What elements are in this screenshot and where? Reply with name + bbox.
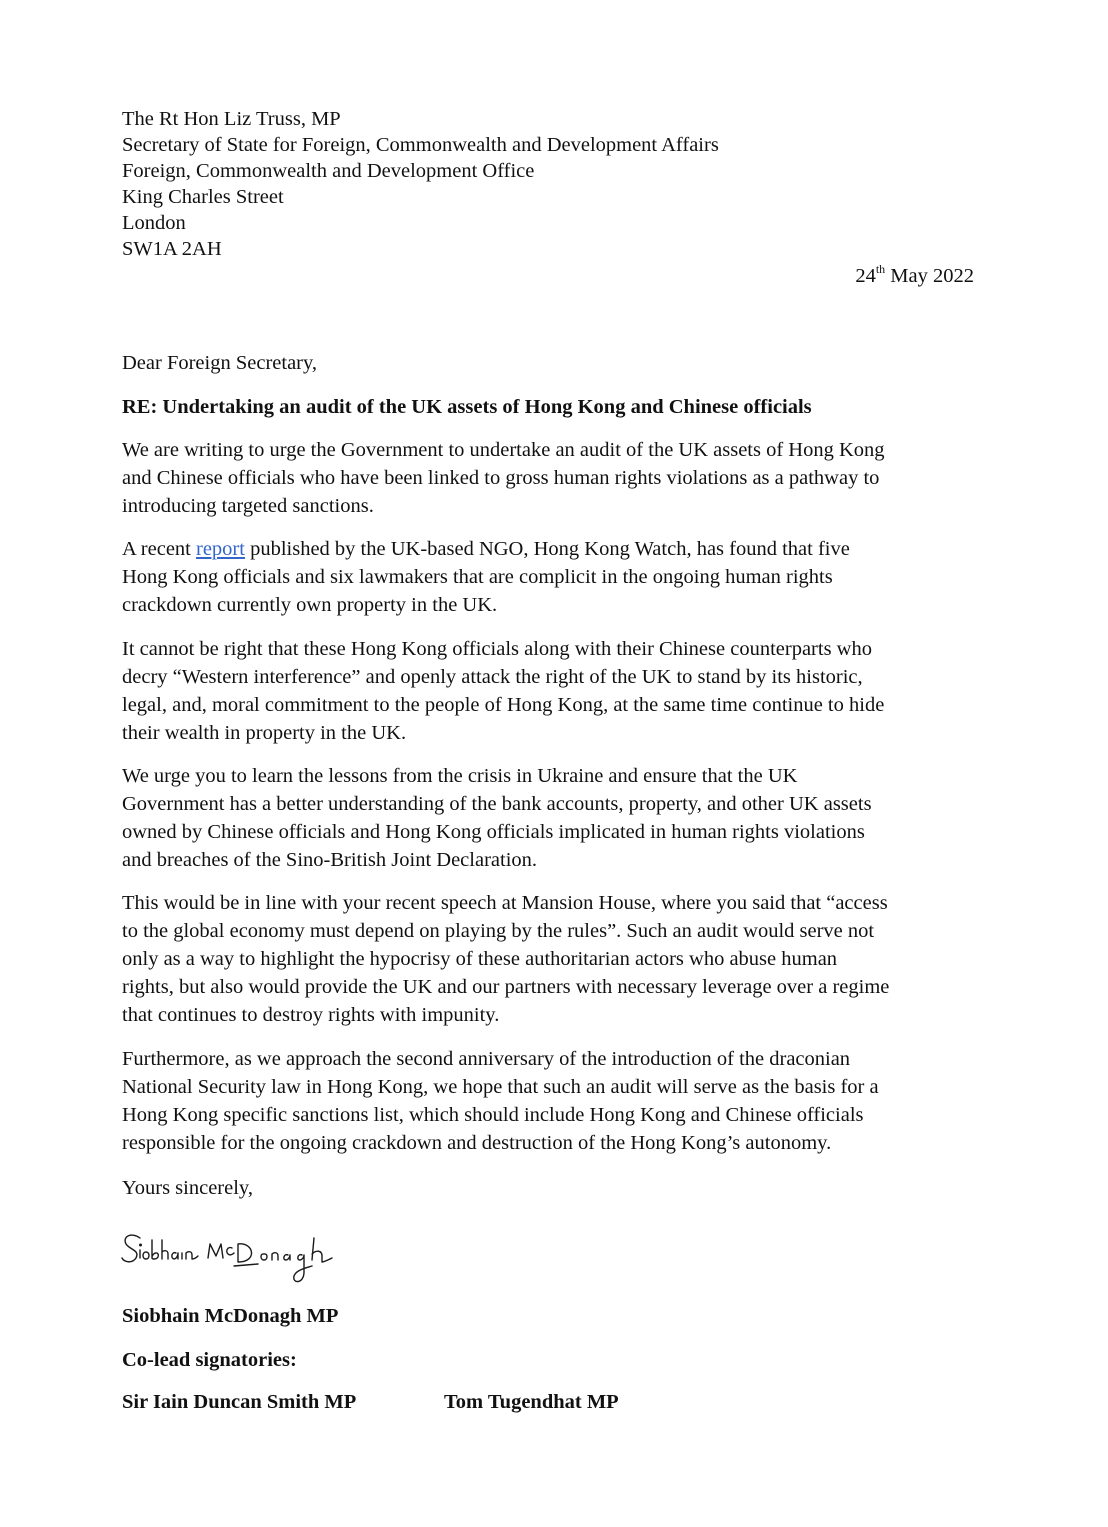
paragraph-line: decry “Western interference” and openly attack the right of the UK to stand by its historic, xyxy=(122,666,863,688)
paragraph-1 xyxy=(122,436,982,520)
paragraph-line: and breaches of the Sino-British Joint Declaration. xyxy=(122,849,538,871)
paragraph-line: responsible for the ongoing crackdown and destruction of the Hong Kong’s autonomy. xyxy=(122,1132,832,1154)
subject-line: RE: Undertaking an audit of the UK assets of Hong Kong and Chinese officials xyxy=(122,396,812,418)
salutation: Dear Foreign Secretary, xyxy=(122,352,318,374)
paragraph-line: to the global economy must depend on playing by the rules”. Such an audit would serve not xyxy=(122,920,875,942)
recipient-street: King Charles Street xyxy=(122,186,284,208)
paragraph-line: National Security law in Hong Kong, we hope that such an audit will serve as the basis for a xyxy=(122,1076,879,1098)
paragraph-line: legal, and, moral commitment to the people of Hong Kong, at the same time continue to hide xyxy=(122,694,885,716)
date-month-year: May 2022 xyxy=(890,265,974,287)
paragraph-3 xyxy=(122,635,982,747)
paragraph-line: crackdown currently own property in the UK. xyxy=(122,594,498,616)
paragraph-line: This would be in line with your recent speech at Mansion House, where you said that “access xyxy=(122,892,888,914)
date-suffix: th xyxy=(875,262,886,276)
paragraph-5 xyxy=(122,889,982,1029)
paragraph-line: We urge you to learn the lessons from the crisis in Ukraine and ensure that the UK xyxy=(122,765,798,787)
signer-name: Siobhain McDonagh MP xyxy=(122,1305,339,1327)
paragraph-6 xyxy=(122,1045,982,1157)
paragraph-line: rights, but also would provide the UK and our partners with necessary leverage over a regime xyxy=(122,976,890,998)
paragraph-line: introducing targeted sanctions. xyxy=(122,495,374,517)
paragraph-line xyxy=(122,535,982,563)
date-day: 24 xyxy=(855,265,876,287)
paragraph-line: Government has a better understanding of the bank accounts, property, and other UK assets xyxy=(122,793,872,815)
paragraph-line: and Chinese officials who have been linked to gross human rights violations as a pathway to xyxy=(122,467,880,489)
recipient-city: London xyxy=(122,212,186,234)
paragraph-line: It cannot be right that these Hong Kong officials along with their Chinese counterparts who xyxy=(122,638,872,660)
paragraph-line: only as a way to highlight the hypocrisy of these authoritarian actors who abuse human xyxy=(122,948,838,970)
colead-signatories-label: Co-lead signatories: xyxy=(122,1349,297,1371)
recipient-office: Foreign, Commonwealth and Development Office xyxy=(122,160,535,182)
paragraph-line: owned by Chinese officials and Hong Kong officials implicated in human rights violations xyxy=(122,821,865,843)
handwritten-signature xyxy=(118,1218,348,1290)
recipient-address xyxy=(122,106,882,262)
paragraph-text: A recent xyxy=(122,538,196,560)
recipient-postcode: SW1A 2AH xyxy=(122,238,222,260)
closing-line: Yours sincerely, xyxy=(122,1177,253,1199)
recipient-title: Secretary of State for Foreign, Commonwealth and Development Affairs xyxy=(122,134,719,156)
co-signatory-2: Tom Tugendhat MP xyxy=(444,1391,619,1413)
paragraph-line: Hong Kong specific sanctions list, which should include Hong Kong and Chinese officials xyxy=(122,1104,864,1126)
recipient-name: The Rt Hon Liz Truss, MP xyxy=(122,108,341,130)
letter-date xyxy=(855,262,974,290)
paragraph-2 xyxy=(122,535,982,619)
paragraph-line: We are writing to urge the Government to undertake an audit of the UK assets of Hong Kong xyxy=(122,439,885,461)
paragraph-4 xyxy=(122,762,982,874)
report-link[interactable]: report xyxy=(196,538,245,560)
paragraph-line: their wealth in property in the UK. xyxy=(122,722,407,744)
co-signatory-1: Sir Iain Duncan Smith MP xyxy=(122,1391,357,1413)
paragraph-text: published by the UK-based NGO, Hong Kong Watch, has found that five xyxy=(244,538,850,560)
paragraph-line: Furthermore, as we approach the second anniversary of the introduction of the draconian xyxy=(122,1048,851,1070)
paragraph-line: that continues to destroy rights with impunity. xyxy=(122,1004,500,1026)
paragraph-line: Hong Kong officials and six lawmakers that are complicit in the ongoing human rights xyxy=(122,566,833,588)
